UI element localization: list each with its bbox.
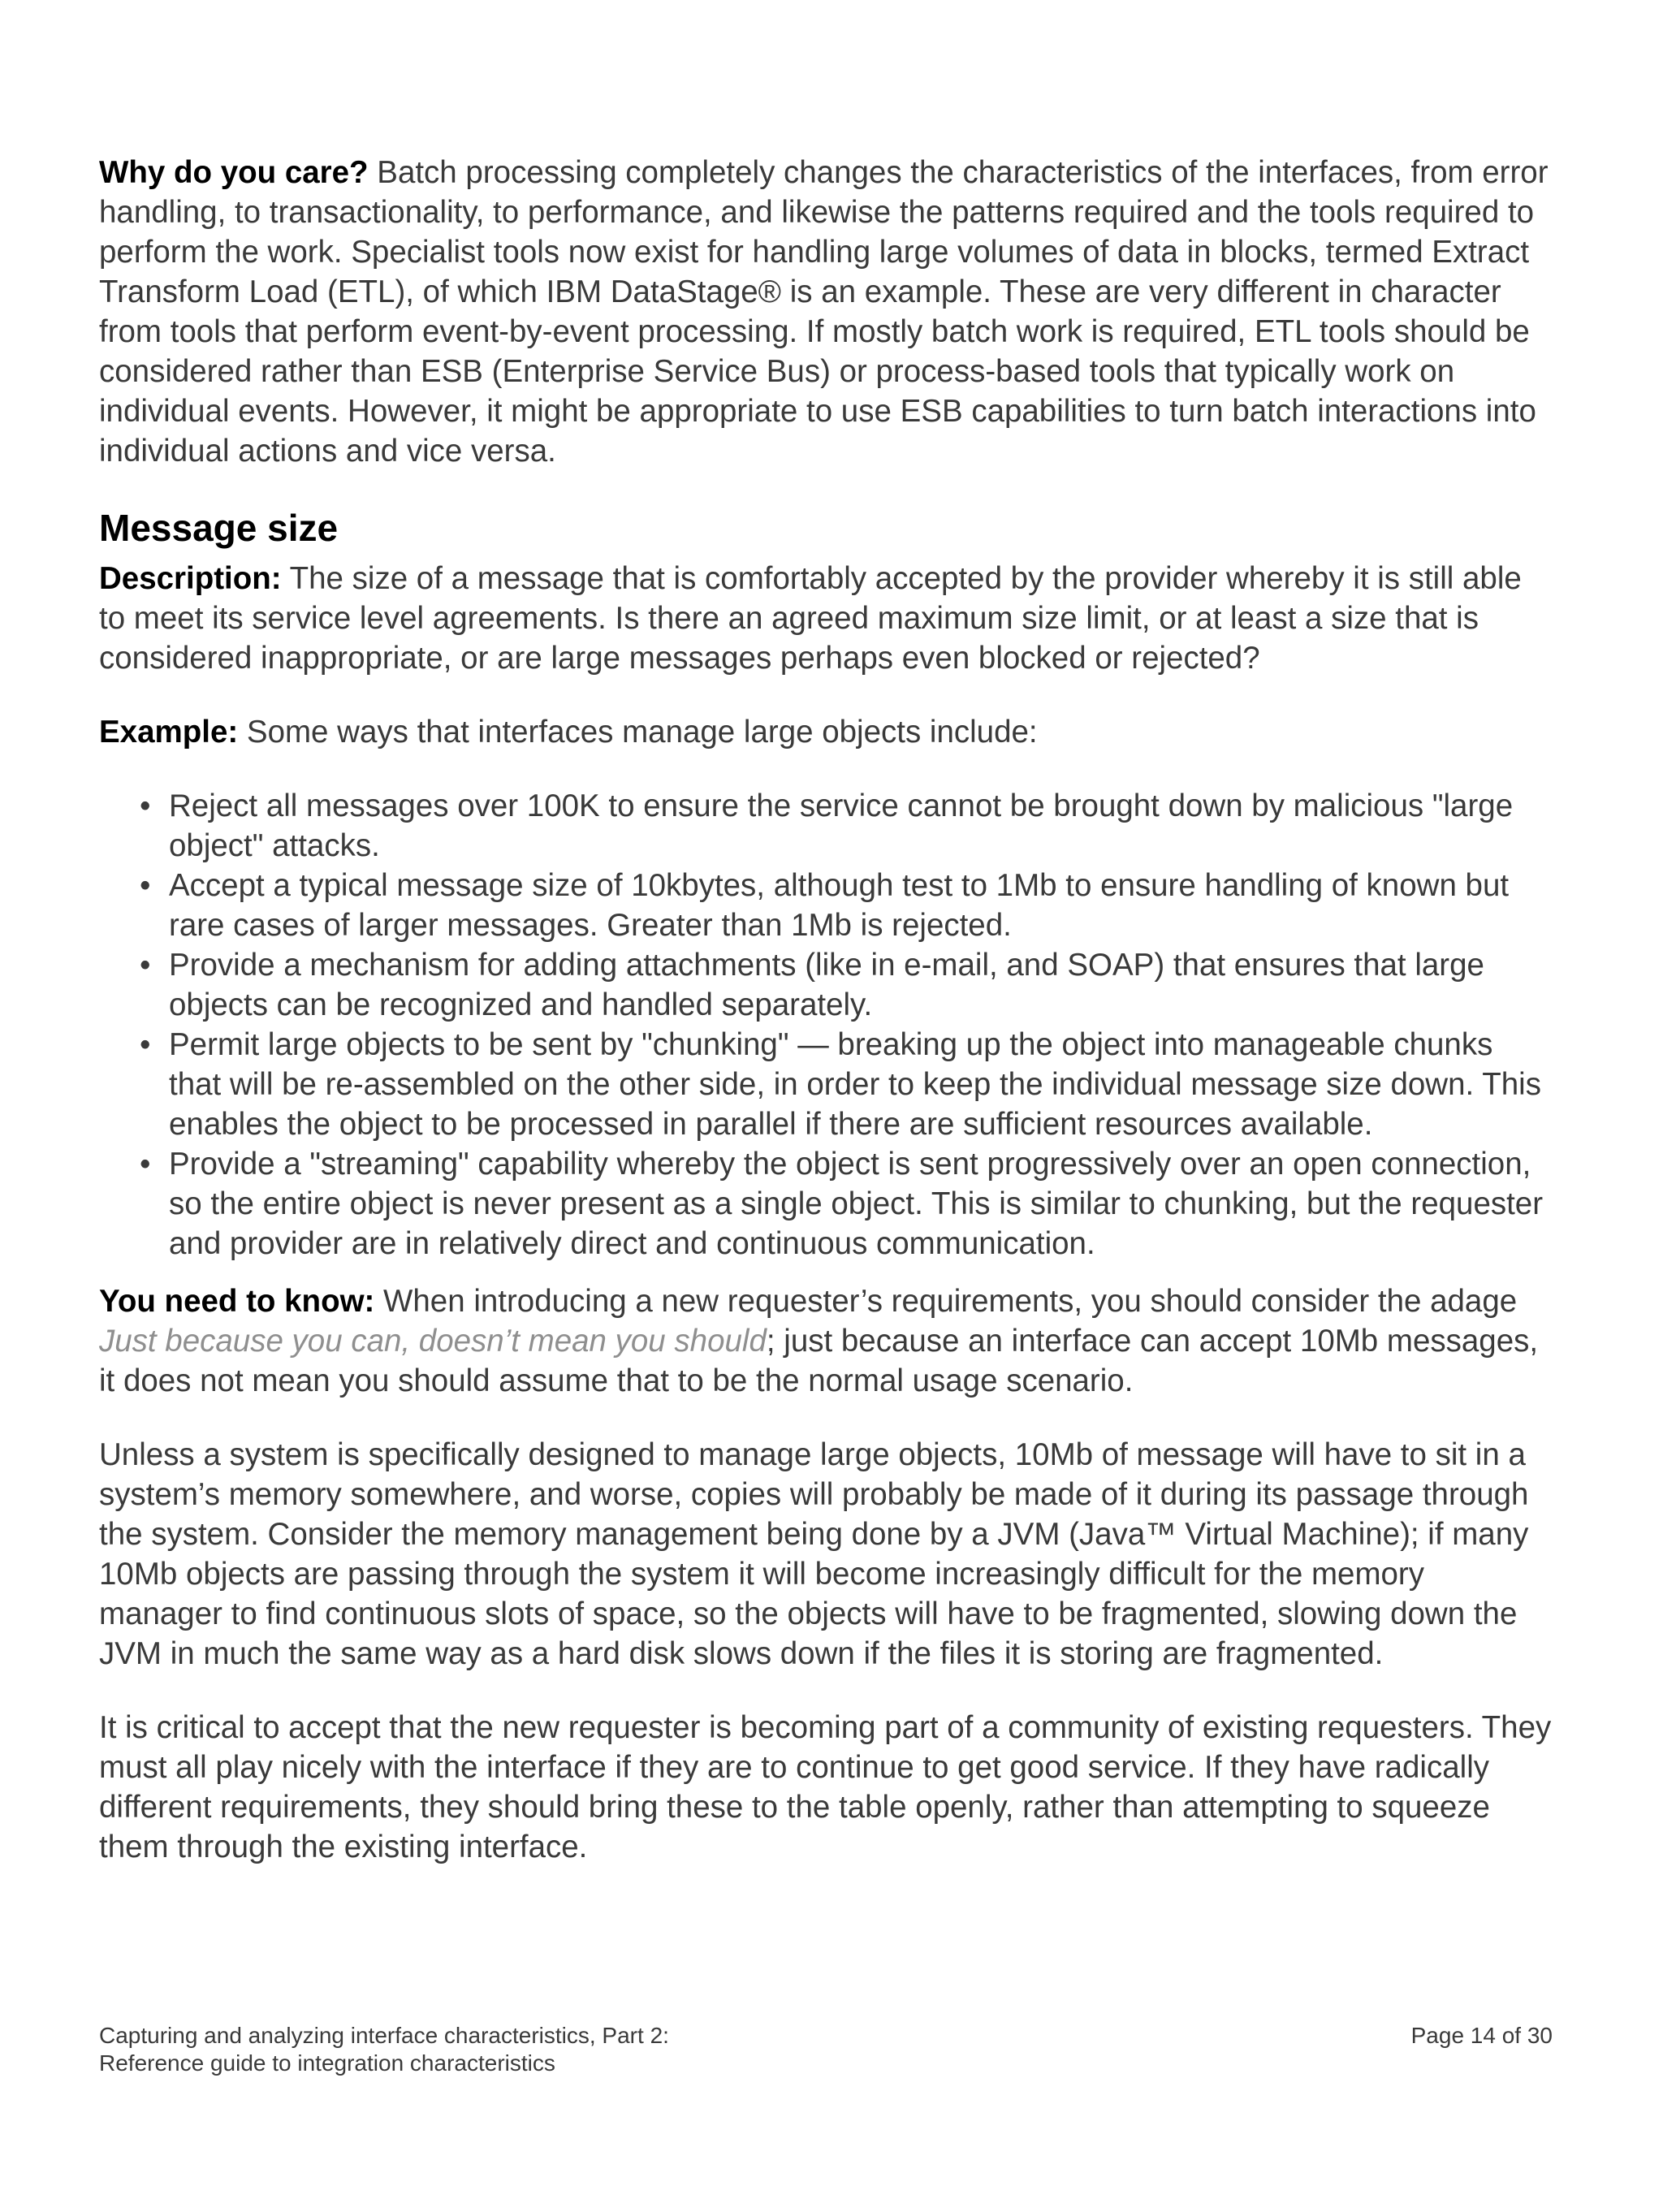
bullet-marker: •: [140, 868, 151, 903]
bullet-item: [140, 1144, 1553, 1264]
bullet-marker: •: [140, 788, 151, 823]
adage-emphasis: Just because you can, doesn’t mean you should: [99, 1324, 767, 1359]
footer-title-line-1: Capturing and analyzing interface characteristics, Part 2:: [99, 2023, 669, 2048]
bullet-text: Accept a typical message size of 10kbytes, although test to 1Mb to ensure handling of known but rare cases of larger messages. Greater than 1Mb is rejected.: [169, 868, 1510, 943]
bullet-text: Provide a mechanism for adding attachments (like in e-mail, and SOAP) that ensures that large objects can be recognized and handled separately.: [169, 948, 1484, 1022]
bullet-item: [140, 786, 1553, 866]
need-to-know-text-before: When introducing a new requester’s requirements, you should consider the adage: [374, 1284, 1518, 1319]
need-to-know-paragraph: [99, 1281, 1553, 1401]
why-care-paragraph: [99, 153, 1553, 471]
section-heading: Message size: [99, 507, 339, 549]
memory-paragraph: Unless a system is specifically designed to manage large objects, 10Mb of message will have to sit in a system’s memory somewhere, and worse, copies will probably be made of it during its passage through the system. Consider the memory management being done by a JVM (Java™ Virtual Machine); if many 10Mb objects are passing through the system it will become increasingly difficult for the memory manager to find continuous slots of space, so the objects will have to be fragmented, slowing down the JVM in much the same way as a hard disk slows down if the files it is storing are fragmented.: [99, 1437, 1529, 1671]
description-text: The size of a message that is comfortably accepted by the provider whereby it is still able to meet its service level agreements. Is there an agreed maximum size limit, or at least a size that is considered inappropriate, or are large messages perhaps even blocked or rejected?: [99, 561, 1522, 676]
bullet-item: [140, 866, 1553, 945]
example-label: Example:: [99, 715, 239, 750]
need-to-know-text-after: ; just because an interface can accept 10Mb messages, it does not mean you should assume that to be the normal usage scenario.: [99, 1324, 1539, 1398]
bullet-marker: •: [140, 948, 151, 983]
bullet-item: [140, 1025, 1553, 1144]
page-footer: [99, 2022, 1553, 2077]
description-paragraph: [99, 559, 1553, 678]
community-paragraph: It is critical to accept that the new requester is becoming part of a community of existing requesters. They must all play nicely with the interface if they are to continue to get good service. If they have radically different requirements, they should bring these to the table openly, rather than attempting to squeeze them through the existing interface.: [99, 1710, 1552, 1864]
example-bullet-list: [99, 786, 1553, 1264]
description-label: Description:: [99, 561, 282, 596]
why-care-text: Batch processing completely changes the characteristics of the interfaces, from error handling, to transactionality, to performance, and likewise the patterns required and the tools required to perform the work. Specialist tools now exist for handling large volumes of data in blocks, termed Extract Transform Load (ETL), of which IBM DataStage® is an example. These are very different in character from tools that perform event-by-event processing. If mostly batch work is required, ETL tools should be considered rather than ESB (Enterprise Service Bus) or process-based tools that typically work on individual events. However, it might be appropriate to use ESB capabilities to turn batch interactions into individual actions and vice versa.: [99, 155, 1549, 469]
need-to-know-label: You need to know:: [99, 1284, 375, 1319]
bullet-marker: •: [140, 1027, 151, 1062]
bullet-item: [140, 945, 1553, 1025]
example-paragraph: [99, 712, 1553, 752]
footer-title-line-2: Reference guide to integration characteristics: [99, 2050, 555, 2076]
why-care-label: Why do you care?: [99, 155, 369, 190]
bullet-text: Reject all messages over 100K to ensure the service cannot be brought down by malicious "large object" attacks.: [169, 788, 1514, 863]
example-text: Some ways that interfaces manage large objects include:: [238, 715, 1038, 750]
page-number: Page 14 of 30: [1410, 2023, 1553, 2048]
bullet-text: Provide a "streaming" capability whereby the object is sent progressively over an open connection, so the entire object is never present as a single object. This is similar to chunking, but the requester and provider are in relatively direct and continuous communication.: [169, 1147, 1544, 1261]
bullet-text: Permit large objects to be sent by "chunking" — breaking up the object into manageable chunks that will be re-assembled on the other side, in order to keep the individual message size down. This enables the object to be processed in parallel if there are sufficient resources available.: [169, 1027, 1541, 1142]
document-body: [99, 153, 1553, 1867]
bullet-marker: •: [140, 1147, 151, 1182]
